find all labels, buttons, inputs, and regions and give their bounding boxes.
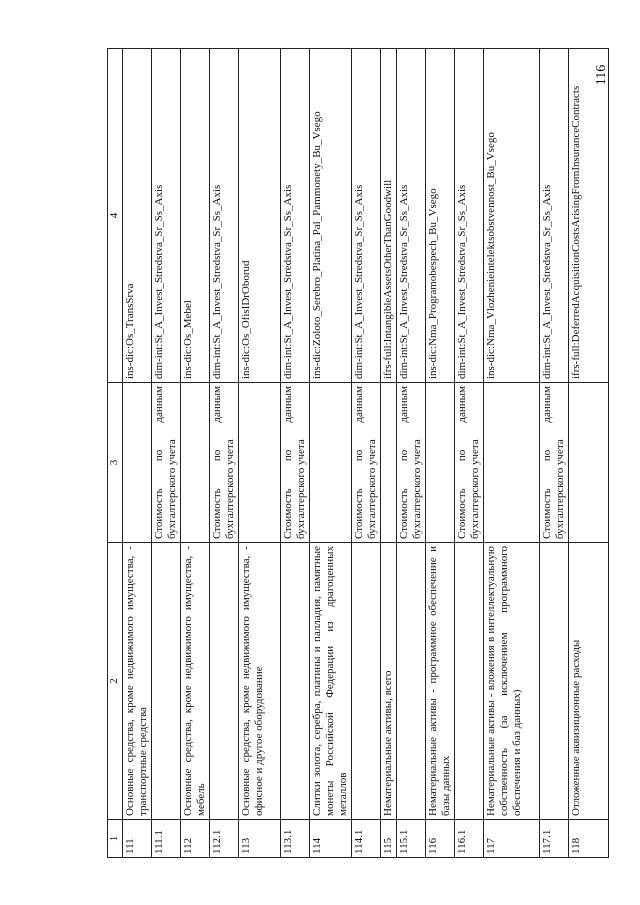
row-description: Нематериальные активы - вложения в интеллектуальную собственность (за исключением программного обеспечения и баз данных) <box>484 543 540 820</box>
row-basis: Стоимость по данным бухгалтерского учета <box>352 383 381 543</box>
row-code: ins-dic:Zoloto_Serebro_Platina_Pal_Pammonety_Bu_Vsego <box>310 49 352 383</box>
row-code: ins-dic:Nma_Vlozhenieintelektsobstvennost_Bu_Vsego <box>484 49 540 383</box>
row-number: 116.1 <box>455 820 484 858</box>
table-row <box>426 49 455 858</box>
row-number: 111.1 <box>152 820 181 858</box>
row-code: dim-int:St_A_Invest_Stredstva_Sr_Ss_Axis <box>152 49 181 383</box>
row-basis: Стоимость по данным бухгалтерского учета <box>397 383 426 543</box>
row-code: ifrs-full:IntangibleAssetsOtherThanGoodwill <box>381 49 397 383</box>
row-description <box>455 543 484 820</box>
table-row <box>210 49 239 858</box>
row-code: dim-int:St_A_Invest_Stredstva_Sr_Ss_Axis <box>397 49 426 383</box>
header-col-4: 4 <box>108 49 123 383</box>
header-col-3: 3 <box>108 383 123 543</box>
header-col-2: 2 <box>108 543 123 820</box>
row-description <box>540 543 569 820</box>
row-number: 112 <box>181 820 210 858</box>
row-code: dim-int:St_A_Invest_Stredstva_Sr_Ss_Axis <box>540 49 569 383</box>
table-row <box>381 49 397 858</box>
row-basis <box>310 383 352 543</box>
table-header-row <box>108 49 123 858</box>
row-description: Основные средства, кроме недвижимого имущества, - мебель <box>181 543 210 820</box>
row-number: 114 <box>310 820 352 858</box>
row-basis <box>569 383 609 543</box>
table-row <box>352 49 381 858</box>
row-basis <box>123 383 152 543</box>
row-description: Основные средства, кроме недвижимого имущества, - транспортные средства <box>123 543 152 820</box>
row-description <box>352 543 381 820</box>
row-basis <box>239 383 281 543</box>
table-row <box>455 49 484 858</box>
row-number: 117.1 <box>540 820 569 858</box>
row-code: ifrs-full:DeferredAcquisitionCostsArisingFromInsuranceContracts <box>569 49 609 383</box>
table-row <box>540 49 569 858</box>
row-description <box>397 543 426 820</box>
row-basis: Стоимость по данным бухгалтерского учета <box>540 383 569 543</box>
row-code: ins-dic:Nma_Programobespech_Bu_Vsego <box>426 49 455 383</box>
table-row <box>397 49 426 858</box>
row-description: Нематериальные активы, всего <box>381 543 397 820</box>
row-number: 115 <box>381 820 397 858</box>
table-row <box>152 49 181 858</box>
row-number: 113.1 <box>281 820 310 858</box>
table-row <box>569 49 609 858</box>
row-description: Нематериальные активы - программное обеспечение и базы данных <box>426 543 455 820</box>
row-number: 115.1 <box>397 820 426 858</box>
row-basis <box>426 383 455 543</box>
row-number: 117 <box>484 820 540 858</box>
table-row <box>123 49 152 858</box>
rotated-table-frame <box>107 53 582 858</box>
row-code: dim-int:St_A_Invest_Stredstva_Sr_Ss_Axis <box>281 49 310 383</box>
table-row <box>484 49 540 858</box>
row-code: dim-int:St_A_Invest_Stredstva_Sr_Ss_Axis <box>455 49 484 383</box>
row-description: Отложенные аквизиционные расходы <box>569 543 609 820</box>
table-row <box>239 49 281 858</box>
row-number: 113 <box>239 820 281 858</box>
row-description <box>152 543 181 820</box>
row-number: 111 <box>123 820 152 858</box>
table-row <box>310 49 352 858</box>
header-col-1: 1 <box>108 820 123 858</box>
row-basis: Стоимость по данным бухгалтерского учета <box>281 383 310 543</box>
xbrl-mapping-table <box>107 48 609 858</box>
table-row <box>181 49 210 858</box>
row-basis: Стоимость по данным бухгалтерского учета <box>152 383 181 543</box>
row-description <box>210 543 239 820</box>
row-basis <box>381 383 397 543</box>
row-code: ins-dic:Os_OfisIDrOborud <box>239 49 281 383</box>
row-basis: Стоимость по данным бухгалтерского учета <box>455 383 484 543</box>
table-row <box>281 49 310 858</box>
row-code: dim-int:St_A_Invest_Stredstva_Sr_Ss_Axis <box>352 49 381 383</box>
row-basis: Стоимость по данным бухгалтерского учета <box>210 383 239 543</box>
row-basis <box>484 383 540 543</box>
row-basis <box>181 383 210 543</box>
row-code: ins-dic:Os_TransSrva <box>123 49 152 383</box>
row-description: Основные средства, кроме недвижимого имущества, - офисное и другое оборудование <box>239 543 281 820</box>
row-code: dim-int:St_A_Invest_Stredstva_Sr_Ss_Axis <box>210 49 239 383</box>
row-description: Слитки золота, серебра, платины и палладия, памятные монеты Российской Федерации из драгоценных металлов <box>310 543 352 820</box>
row-number: 112.1 <box>210 820 239 858</box>
row-number: 116 <box>426 820 455 858</box>
row-code: ins-dic:Os_Mebel <box>181 49 210 383</box>
row-number: 118 <box>569 820 609 858</box>
row-number: 114.1 <box>352 820 381 858</box>
page-number: 116 <box>594 64 609 86</box>
row-description <box>281 543 310 820</box>
